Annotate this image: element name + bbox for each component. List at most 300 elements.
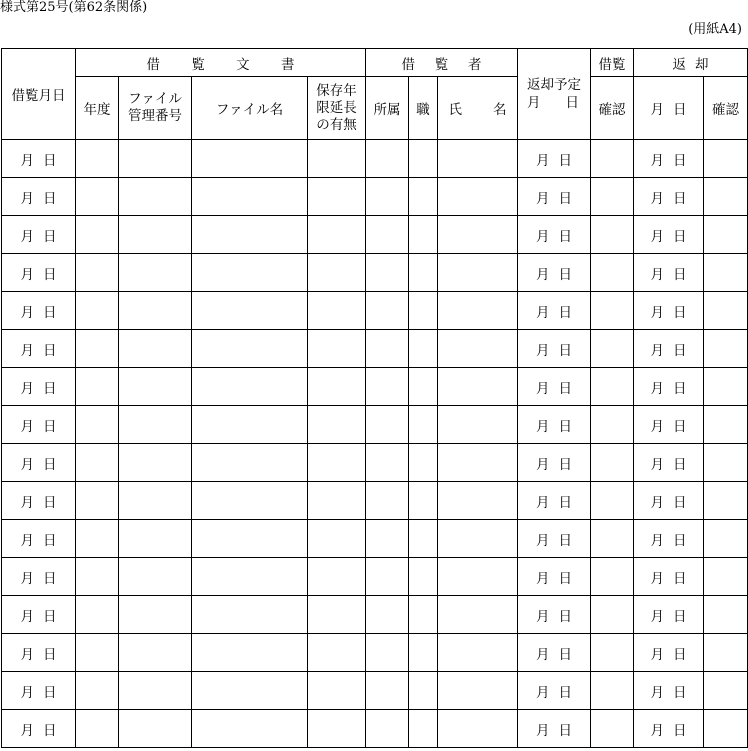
name-cell[interactable] <box>438 634 518 672</box>
month-label: 月 <box>536 494 550 511</box>
position-cell[interactable] <box>409 520 438 558</box>
day-label: 日 <box>43 304 57 321</box>
retention-cell[interactable] <box>308 596 366 634</box>
file-number-cell[interactable] <box>119 596 192 634</box>
retention-cell[interactable] <box>308 634 366 672</box>
file-name-cell[interactable] <box>192 520 308 558</box>
department-cell[interactable] <box>366 368 409 406</box>
borrow-confirm-cell[interactable] <box>591 482 634 520</box>
return-date-cell <box>634 216 704 254</box>
month-label: 月 <box>650 570 664 587</box>
retention-cell[interactable] <box>308 216 366 254</box>
day-label: 日 <box>558 684 572 701</box>
position-cell[interactable] <box>409 444 438 482</box>
return-date-cell <box>634 520 704 558</box>
year-cell[interactable] <box>76 444 119 482</box>
retention-cell[interactable] <box>308 140 366 178</box>
department-cell[interactable] <box>366 216 409 254</box>
month-label: 月 <box>536 684 550 701</box>
file-name-cell[interactable] <box>192 216 308 254</box>
day-label: 日 <box>43 646 57 663</box>
day-label: 日 <box>43 456 57 473</box>
return-confirm-cell[interactable] <box>704 634 748 672</box>
month-label: 月 <box>20 684 34 701</box>
month-label: 月 <box>20 608 34 625</box>
table-row <box>2 292 748 330</box>
return-date-cell <box>634 368 704 406</box>
retention-cell[interactable] <box>308 178 366 216</box>
position-cell[interactable] <box>409 596 438 634</box>
borrow-date-cell <box>2 216 76 254</box>
day-label: 日 <box>673 228 687 245</box>
day-label: 日 <box>558 228 572 245</box>
form-title: 様式第25号(第62条関係) <box>0 0 148 15</box>
file-name-cell[interactable] <box>192 710 308 748</box>
month-label: 月 <box>536 418 550 435</box>
department-cell[interactable] <box>366 482 409 520</box>
retention-cell[interactable] <box>308 406 366 444</box>
due-date-cell <box>518 254 591 292</box>
file-name-cell[interactable] <box>192 292 308 330</box>
table-row <box>2 178 748 216</box>
month-label: 月 <box>536 380 550 397</box>
month-label: 月 <box>536 228 550 245</box>
day-label: 日 <box>43 722 57 739</box>
day-label: 日 <box>558 418 572 435</box>
day-label: 日 <box>43 228 57 245</box>
table-row <box>2 368 748 406</box>
name-cell[interactable] <box>438 710 518 748</box>
header-return-group: 返 却 <box>634 49 748 77</box>
table-row <box>2 254 748 292</box>
position-cell[interactable] <box>409 672 438 710</box>
borrow-confirm-cell[interactable] <box>591 330 634 368</box>
position-cell[interactable] <box>409 216 438 254</box>
file-name-cell[interactable] <box>192 444 308 482</box>
return-confirm-cell[interactable] <box>704 710 748 748</box>
borrow-date-cell <box>2 558 76 596</box>
borrow-date-cell <box>2 140 76 178</box>
year-cell[interactable] <box>76 368 119 406</box>
file-name-cell[interactable] <box>192 368 308 406</box>
due-date-cell <box>518 558 591 596</box>
year-cell[interactable] <box>76 330 119 368</box>
borrow-confirm-cell[interactable] <box>591 368 634 406</box>
day-label: 日 <box>43 418 57 435</box>
month-label: 月 <box>20 570 34 587</box>
department-cell[interactable] <box>366 672 409 710</box>
return-date-cell <box>634 634 704 672</box>
position-cell[interactable] <box>409 254 438 292</box>
name-cell[interactable] <box>438 520 518 558</box>
month-label: 月 <box>536 570 550 587</box>
table-row <box>2 672 748 710</box>
retention-cell[interactable] <box>308 558 366 596</box>
month-label: 月 <box>536 608 550 625</box>
file-number-cell[interactable] <box>119 482 192 520</box>
due-date-cell <box>518 330 591 368</box>
table-row <box>2 634 748 672</box>
return-confirm-cell[interactable] <box>704 520 748 558</box>
department-cell[interactable] <box>366 254 409 292</box>
return-confirm-cell[interactable] <box>704 596 748 634</box>
year-cell[interactable] <box>76 292 119 330</box>
month-label: 月 <box>20 266 34 283</box>
name-cell[interactable] <box>438 292 518 330</box>
name-cell[interactable] <box>438 254 518 292</box>
day-label: 日 <box>673 646 687 663</box>
department-cell[interactable] <box>366 178 409 216</box>
borrow-confirm-cell[interactable] <box>591 710 634 748</box>
file-number-cell[interactable] <box>119 672 192 710</box>
department-cell[interactable] <box>366 634 409 672</box>
month-label: 月 <box>20 722 34 739</box>
due-date-cell <box>518 520 591 558</box>
return-confirm-cell[interactable] <box>704 140 748 178</box>
file-number-cell[interactable] <box>119 368 192 406</box>
borrow-confirm-cell[interactable] <box>591 672 634 710</box>
day-label: 日 <box>673 532 687 549</box>
position-cell[interactable] <box>409 140 438 178</box>
borrow-date-cell <box>2 634 76 672</box>
name-cell[interactable] <box>438 406 518 444</box>
borrow-confirm-cell[interactable] <box>591 634 634 672</box>
header-subrow <box>2 77 748 140</box>
day-label: 日 <box>558 456 572 473</box>
due-date-cell <box>518 216 591 254</box>
name-cell[interactable] <box>438 596 518 634</box>
due-date-cell <box>518 292 591 330</box>
due-date-cell <box>518 672 591 710</box>
position-cell[interactable] <box>409 406 438 444</box>
month-label: 月 <box>650 494 664 511</box>
year-cell[interactable] <box>76 710 119 748</box>
due-date-cell <box>518 634 591 672</box>
due-date-cell <box>518 368 591 406</box>
file-number-cell[interactable] <box>119 710 192 748</box>
day-label: 日 <box>673 608 687 625</box>
file-number-cell[interactable] <box>119 444 192 482</box>
return-date-cell <box>634 710 704 748</box>
header-row-group <box>2 49 748 77</box>
return-date-cell <box>634 254 704 292</box>
borrow-confirm-cell[interactable] <box>591 596 634 634</box>
position-cell[interactable] <box>409 710 438 748</box>
month-label: 月 <box>650 532 664 549</box>
day-label: 日 <box>673 266 687 283</box>
return-date-cell <box>634 596 704 634</box>
year-cell[interactable] <box>76 482 119 520</box>
borrow-confirm-cell[interactable] <box>591 216 634 254</box>
year-cell[interactable] <box>76 520 119 558</box>
borrow-confirm-cell[interactable] <box>591 444 634 482</box>
return-confirm-cell[interactable] <box>704 482 748 520</box>
file-number-cell[interactable] <box>119 254 192 292</box>
return-confirm-cell[interactable] <box>704 672 748 710</box>
month-label: 月 <box>650 418 664 435</box>
borrow-date-cell <box>2 444 76 482</box>
name-cell[interactable] <box>438 140 518 178</box>
month-label: 月 <box>650 190 664 207</box>
borrow-confirm-cell[interactable] <box>591 140 634 178</box>
due-date-cell <box>518 710 591 748</box>
department-cell[interactable] <box>366 596 409 634</box>
position-cell[interactable] <box>409 330 438 368</box>
name-cell[interactable] <box>438 444 518 482</box>
month-label: 月 <box>536 646 550 663</box>
borrow-date-cell <box>2 292 76 330</box>
department-cell[interactable] <box>366 406 409 444</box>
header-borrow-confirm: 確認 <box>591 77 634 140</box>
position-cell[interactable] <box>409 558 438 596</box>
return-date-cell <box>634 178 704 216</box>
month-label: 月 <box>650 608 664 625</box>
header-position: 職 <box>409 77 438 140</box>
department-cell[interactable] <box>366 520 409 558</box>
borrow-confirm-cell[interactable] <box>591 254 634 292</box>
month-label: 月 <box>20 418 34 435</box>
borrowing-ledger-table <box>1 48 748 748</box>
file-number-cell[interactable] <box>119 558 192 596</box>
day-label: 日 <box>558 342 572 359</box>
borrow-confirm-cell[interactable] <box>591 178 634 216</box>
month-label: 月 <box>650 722 664 739</box>
month-label: 月 <box>650 152 664 169</box>
day-label: 日 <box>558 570 572 587</box>
retention-cell[interactable] <box>308 444 366 482</box>
month-label: 月 <box>536 266 550 283</box>
day-label: 日 <box>43 532 57 549</box>
due-date-cell <box>518 178 591 216</box>
file-name-cell[interactable] <box>192 482 308 520</box>
day-label: 日 <box>673 342 687 359</box>
return-date-cell <box>634 672 704 710</box>
day-label: 日 <box>673 456 687 473</box>
retention-cell[interactable] <box>308 368 366 406</box>
position-cell[interactable] <box>409 178 438 216</box>
month-label: 月 <box>536 152 550 169</box>
borrow-date-cell <box>2 482 76 520</box>
day-label: 日 <box>673 494 687 511</box>
borrow-date-cell <box>2 330 76 368</box>
day-label: 日 <box>43 190 57 207</box>
day-label: 日 <box>558 304 572 321</box>
position-cell[interactable] <box>409 634 438 672</box>
month-label: 月 <box>536 190 550 207</box>
file-number-cell[interactable] <box>119 140 192 178</box>
file-number-cell[interactable] <box>119 634 192 672</box>
retention-cell[interactable] <box>308 292 366 330</box>
return-date-cell <box>634 140 704 178</box>
month-label: 月 <box>536 304 550 321</box>
month-label: 月 <box>536 456 550 473</box>
header-borrower: 借 覧 者 <box>366 49 518 77</box>
month-label: 月 <box>20 228 34 245</box>
return-confirm-cell[interactable] <box>704 444 748 482</box>
file-name-cell[interactable] <box>192 672 308 710</box>
retention-cell[interactable] <box>308 482 366 520</box>
file-name-cell[interactable] <box>192 634 308 672</box>
month-label: 月 <box>20 342 34 359</box>
due-date-cell <box>518 444 591 482</box>
file-number-cell[interactable] <box>119 178 192 216</box>
return-confirm-cell[interactable] <box>704 292 748 330</box>
file-name-cell[interactable] <box>192 178 308 216</box>
month-label: 月 <box>20 190 34 207</box>
file-number-cell[interactable] <box>119 406 192 444</box>
department-cell[interactable] <box>366 292 409 330</box>
position-cell[interactable] <box>409 482 438 520</box>
month-label: 月 <box>536 342 550 359</box>
header-borrow-date: 借覧月日 <box>2 49 76 140</box>
day-label: 日 <box>673 152 687 169</box>
file-name-cell[interactable] <box>192 330 308 368</box>
borrow-date-cell <box>2 710 76 748</box>
department-cell[interactable] <box>366 140 409 178</box>
due-date-cell <box>518 140 591 178</box>
year-cell[interactable] <box>76 596 119 634</box>
position-cell[interactable] <box>409 368 438 406</box>
table-row <box>2 444 748 482</box>
month-label: 月 <box>650 228 664 245</box>
department-cell[interactable] <box>366 444 409 482</box>
header-retention-extension: 保存年 限延長 の有無 <box>308 77 366 140</box>
month-label: 月 <box>20 532 34 549</box>
header-name: 氏 名 <box>438 77 518 140</box>
file-name-cell[interactable] <box>192 596 308 634</box>
month-label: 月 <box>650 342 664 359</box>
borrow-confirm-cell[interactable] <box>591 520 634 558</box>
day-label: 日 <box>673 570 687 587</box>
file-number-cell[interactable] <box>119 292 192 330</box>
day-label: 日 <box>43 494 57 511</box>
table-row <box>2 520 748 558</box>
day-label: 日 <box>43 608 57 625</box>
day-label: 日 <box>558 722 572 739</box>
name-cell[interactable] <box>438 482 518 520</box>
name-cell[interactable] <box>438 330 518 368</box>
retention-cell[interactable] <box>308 672 366 710</box>
day-label: 日 <box>43 570 57 587</box>
file-name-cell[interactable] <box>192 406 308 444</box>
header-borrowed-documents: 借 覧 文 書 <box>76 49 366 77</box>
name-cell[interactable] <box>438 178 518 216</box>
month-label: 月 <box>20 380 34 397</box>
borrow-date-cell <box>2 520 76 558</box>
retention-cell[interactable] <box>308 330 366 368</box>
month-label: 月 <box>650 684 664 701</box>
borrow-date-cell <box>2 406 76 444</box>
department-cell[interactable] <box>366 558 409 596</box>
header-return-confirm: 確認 <box>704 77 748 140</box>
file-name-cell[interactable] <box>192 254 308 292</box>
day-label: 日 <box>558 608 572 625</box>
month-label: 月 <box>20 456 34 473</box>
month-label: 月 <box>650 380 664 397</box>
month-label: 月 <box>650 304 664 321</box>
file-number-cell[interactable] <box>119 330 192 368</box>
table-row <box>2 140 748 178</box>
paper-size-label: (用紙A4) <box>688 22 742 37</box>
table-row <box>2 406 748 444</box>
retention-cell[interactable] <box>308 254 366 292</box>
borrow-date-cell <box>2 596 76 634</box>
table-row <box>2 216 748 254</box>
return-confirm-cell[interactable] <box>704 178 748 216</box>
table-row <box>2 596 748 634</box>
year-cell[interactable] <box>76 140 119 178</box>
year-cell[interactable] <box>76 216 119 254</box>
day-label: 日 <box>673 304 687 321</box>
file-number-cell[interactable] <box>119 520 192 558</box>
name-cell[interactable] <box>438 672 518 710</box>
table-row <box>2 482 748 520</box>
month-label: 月 <box>650 646 664 663</box>
file-number-cell[interactable] <box>119 216 192 254</box>
retention-cell[interactable] <box>308 520 366 558</box>
return-confirm-cell[interactable] <box>704 406 748 444</box>
header-file-number: ファイル 管理番号 <box>119 77 192 140</box>
year-cell[interactable] <box>76 254 119 292</box>
day-label: 日 <box>43 266 57 283</box>
name-cell[interactable] <box>438 216 518 254</box>
borrow-confirm-cell[interactable] <box>591 406 634 444</box>
year-cell[interactable] <box>76 672 119 710</box>
file-name-cell[interactable] <box>192 140 308 178</box>
return-confirm-cell[interactable] <box>704 254 748 292</box>
day-label: 日 <box>558 152 572 169</box>
return-date-cell <box>634 292 704 330</box>
header-return-date: 月 日 <box>634 77 704 140</box>
return-date-cell <box>634 444 704 482</box>
borrow-date-cell <box>2 368 76 406</box>
name-cell[interactable] <box>438 368 518 406</box>
return-date-cell <box>634 406 704 444</box>
year-cell[interactable] <box>76 406 119 444</box>
day-label: 日 <box>673 684 687 701</box>
day-label: 日 <box>43 684 57 701</box>
retention-cell[interactable] <box>308 710 366 748</box>
due-date-cell <box>518 482 591 520</box>
return-confirm-cell[interactable] <box>704 330 748 368</box>
return-confirm-cell[interactable] <box>704 368 748 406</box>
position-cell[interactable] <box>409 292 438 330</box>
department-cell[interactable] <box>366 330 409 368</box>
month-label: 月 <box>20 304 34 321</box>
year-cell[interactable] <box>76 634 119 672</box>
day-label: 日 <box>558 190 572 207</box>
file-name-cell[interactable] <box>192 558 308 596</box>
table-row <box>2 330 748 368</box>
department-cell[interactable] <box>366 710 409 748</box>
month-label: 月 <box>20 152 34 169</box>
return-confirm-cell[interactable] <box>704 558 748 596</box>
borrow-confirm-cell[interactable] <box>591 558 634 596</box>
borrow-confirm-cell[interactable] <box>591 292 634 330</box>
month-label: 月 <box>20 494 34 511</box>
year-cell[interactable] <box>76 178 119 216</box>
return-confirm-cell[interactable] <box>704 216 748 254</box>
table-row <box>2 558 748 596</box>
month-label: 月 <box>650 266 664 283</box>
month-label: 月 <box>650 456 664 473</box>
name-cell[interactable] <box>438 558 518 596</box>
day-label: 日 <box>673 380 687 397</box>
day-label: 日 <box>43 152 57 169</box>
header-due-date: 返却予定 月 日 <box>518 49 591 140</box>
borrow-date-cell <box>2 672 76 710</box>
year-cell[interactable] <box>76 558 119 596</box>
